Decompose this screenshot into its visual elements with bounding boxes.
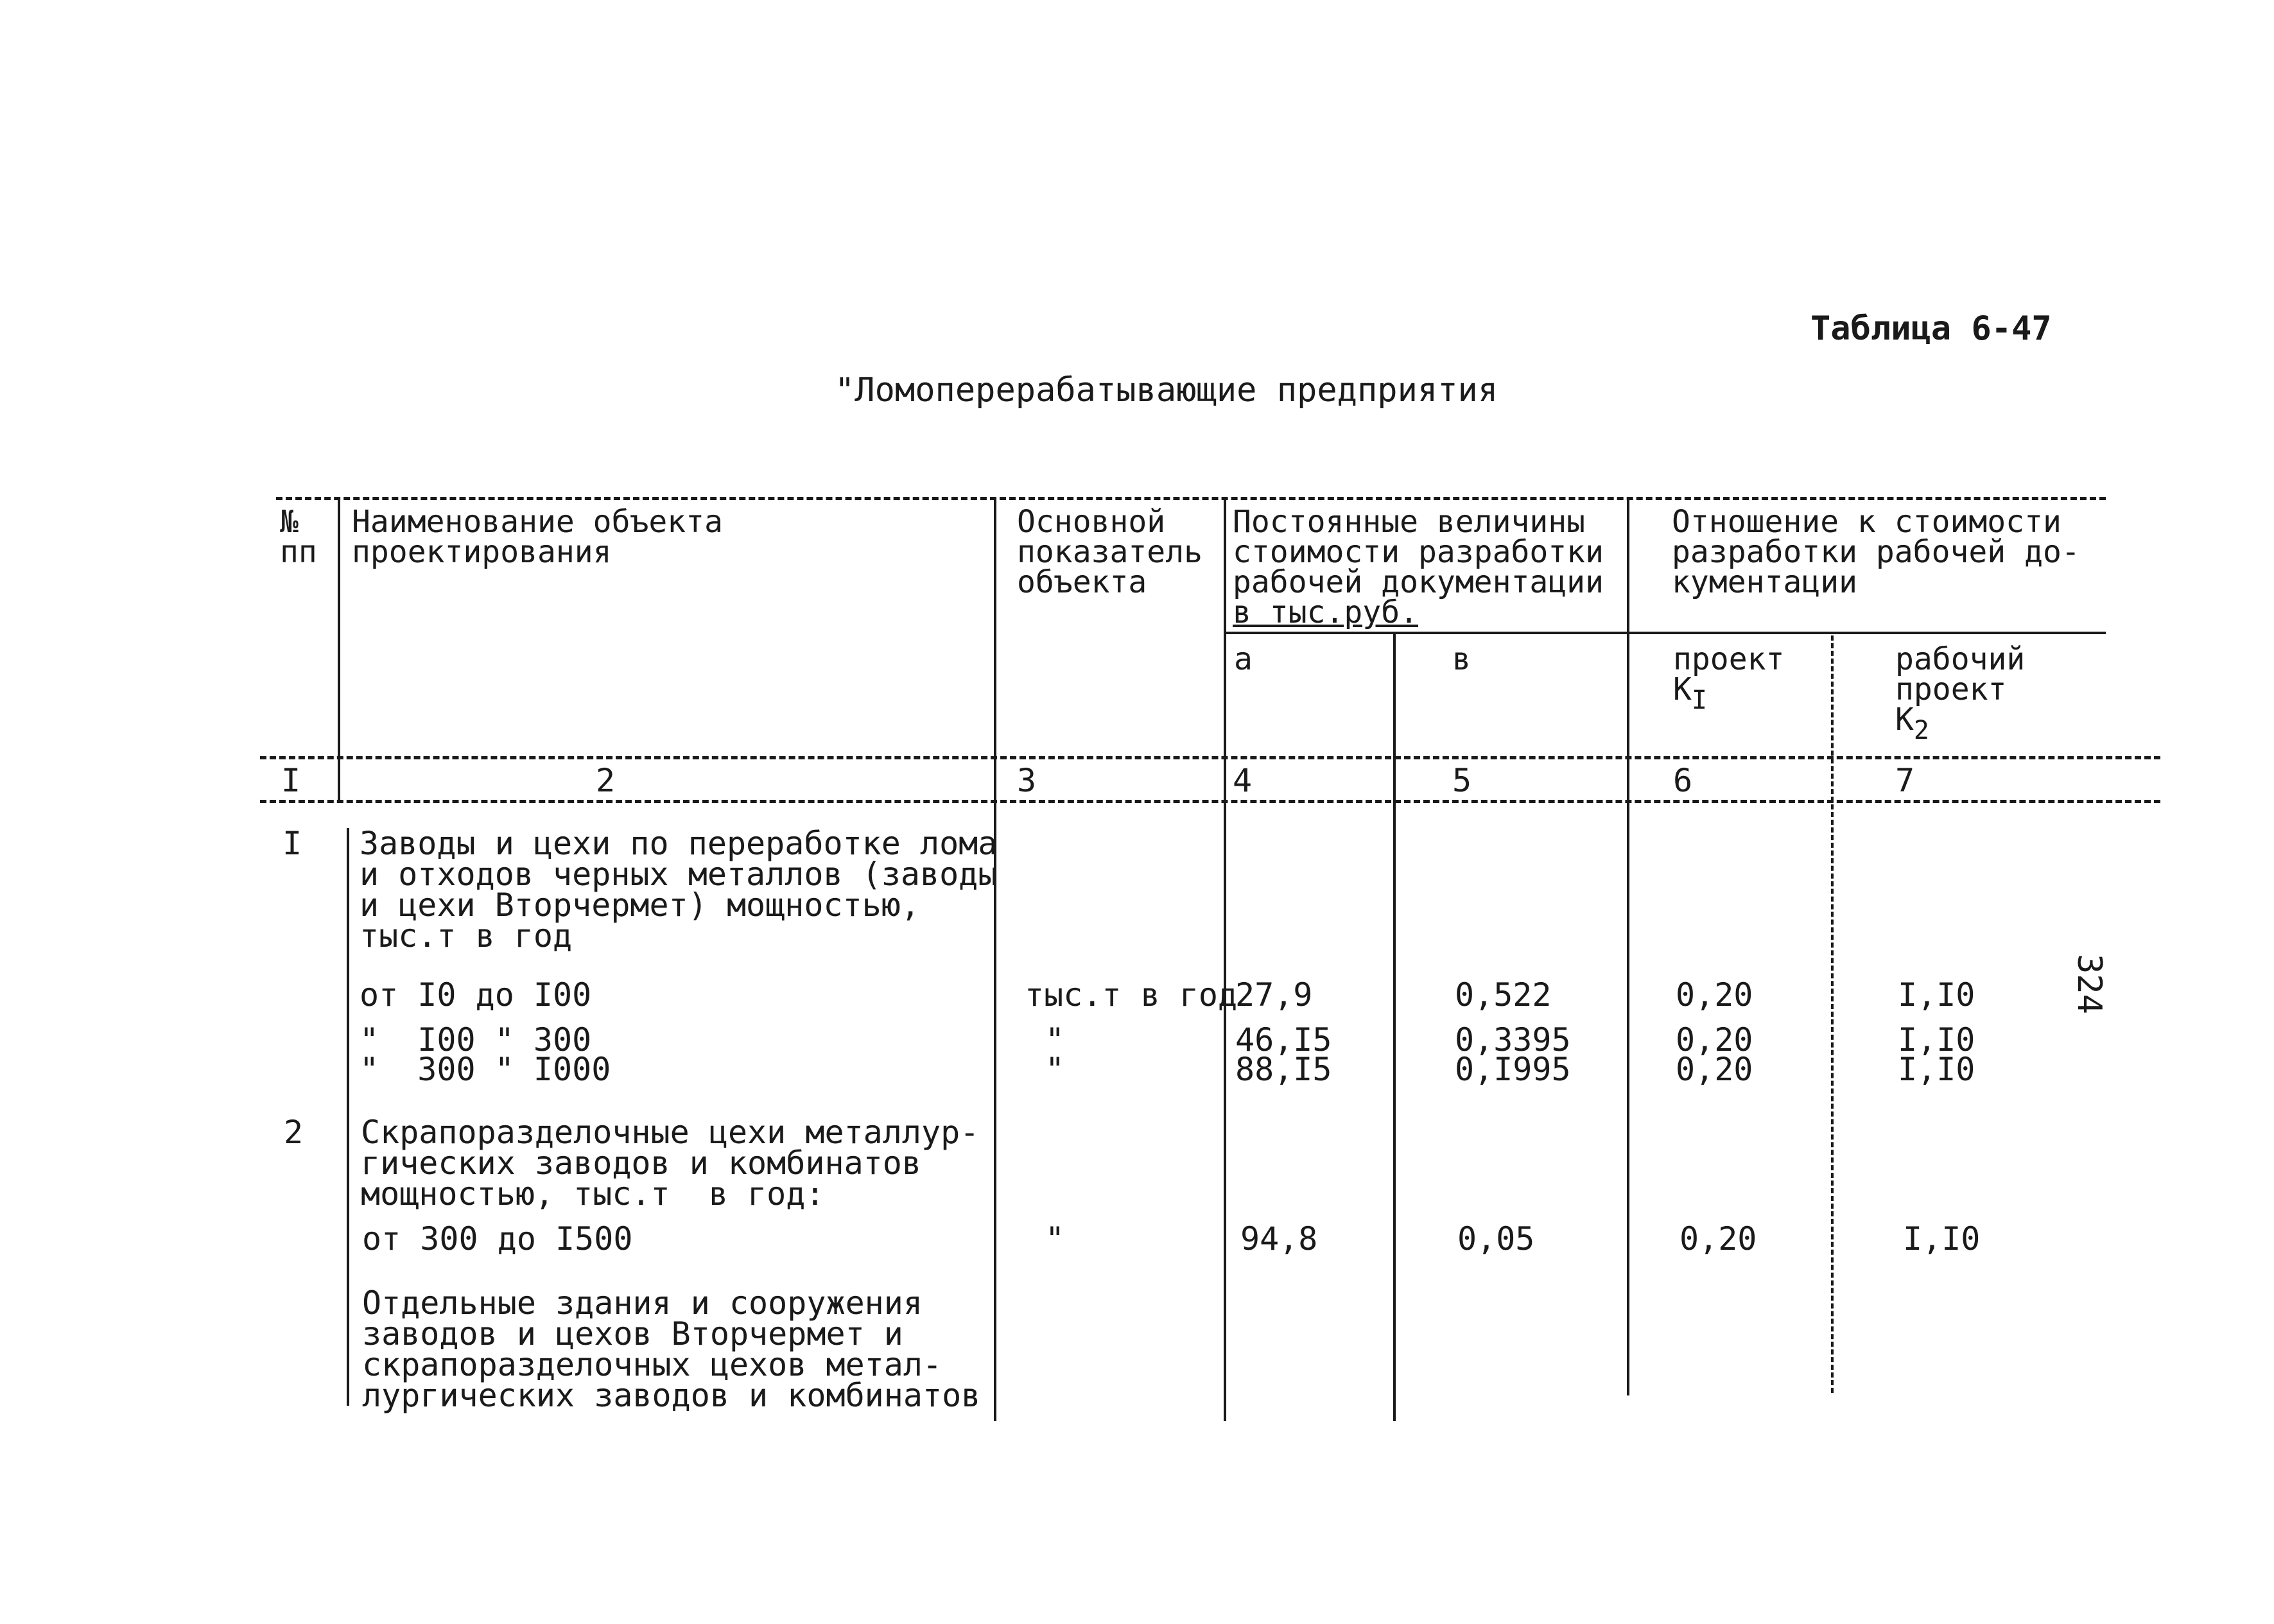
- row-1-3-a: 88,I5: [1235, 1051, 1332, 1088]
- row-2-number: 2: [284, 1114, 304, 1151]
- row-1-2-b: 0,3395: [1455, 1021, 1571, 1058]
- header-col-6: проект $К_I$: [1673, 641, 1785, 715]
- row-2-name: Скрапоразделочные цехи металлур- гических заводов и комбинатов мощностью, тыс.т в год:: [361, 1114, 980, 1213]
- page-title: "Ломоперерабатывающие предприятия: [835, 371, 1498, 410]
- row-1-1-a: 27,9: [1235, 976, 1313, 1014]
- row-1-2-k2: I,I0: [1898, 1021, 1975, 1058]
- row-3-name: Отдельные здания и сооружения заводов и цехов Вторчермет и скрапоразделочных цехов метал- лургических заводов и комбинатов: [362, 1284, 981, 1414]
- row-2-1-unit: ": [1045, 1220, 1065, 1257]
- col-divider-6: [1831, 635, 1834, 1393]
- row-1-3-b: 0,I995: [1455, 1051, 1571, 1088]
- col-divider-1b: [347, 828, 349, 1406]
- column-number-2: 2: [596, 762, 616, 799]
- header-col-2: Наименование объекта проектирования: [352, 504, 723, 570]
- col-divider-2: [994, 497, 996, 1421]
- row-2-1-k2: I,I0: [1903, 1220, 1981, 1257]
- row-1-2-k1: 0,20: [1676, 1021, 1753, 1058]
- row-1-1-k2: I,I0: [1898, 976, 1975, 1014]
- row-1-3-k1: 0,20: [1676, 1051, 1753, 1088]
- row-1-2-name: " I00 " 300: [360, 1021, 592, 1058]
- row-2-1-name: от 300 до I500: [362, 1220, 633, 1257]
- subheader-rule: [1226, 632, 2106, 634]
- row-1-2-a: 46,I5: [1235, 1021, 1332, 1058]
- page-number: 324: [2070, 954, 2108, 1014]
- header-col-1: № пп: [280, 504, 317, 570]
- row-1-3-k2: I,I0: [1898, 1051, 1975, 1088]
- row-1-name: Заводы и цехи по переработке лома и отходов черных металлов (заводы и цехи Вторчермет) мощностью, тыс.т в год: [360, 825, 998, 955]
- row-1-1-unit: тыс.т в год: [1025, 976, 1238, 1014]
- col-divider-1: [338, 497, 340, 800]
- column-number-4: 4: [1233, 762, 1253, 799]
- colnum-bottom-rule: [260, 800, 2160, 803]
- header-col-4-5: Постоянные величины стоимости разработки рабочей документации в тыс.руб.: [1233, 504, 1604, 630]
- header-col-5: в: [1452, 641, 1471, 677]
- row-2-1-k1: 0,20: [1679, 1220, 1757, 1257]
- header-col-7: рабочий проект $К_2$: [1895, 641, 2026, 745]
- row-1-number: I: [282, 825, 302, 862]
- row-1-3-name: " 300 " I000: [360, 1051, 611, 1088]
- row-1-3-unit: ": [1045, 1051, 1065, 1088]
- header-col-3: Основной показатель объекта: [1017, 504, 1202, 600]
- table-number: Таблица 6-47: [1810, 309, 2052, 348]
- column-number-1: I: [281, 762, 301, 799]
- row-2-1-a: 94,8: [1240, 1220, 1318, 1257]
- column-number-7: 7: [1895, 762, 1915, 799]
- row-1-1-name: от I0 до I00: [360, 976, 592, 1014]
- table-top-rule: [276, 497, 2106, 500]
- col-divider-5: [1627, 497, 1629, 1395]
- col-divider-4: [1393, 632, 1396, 1421]
- row-2-1-b: 0,05: [1457, 1220, 1535, 1257]
- row-1-1-k1: 0,20: [1676, 976, 1753, 1014]
- col-divider-3: [1224, 497, 1226, 1421]
- header-bottom-rule: [260, 756, 2160, 759]
- header-col-6-7: Отношение к стоимости разработки рабочей до- кументации: [1672, 504, 2080, 600]
- row-1-2-unit: ": [1045, 1021, 1065, 1058]
- column-number-6: 6: [1673, 762, 1693, 799]
- column-number-3: 3: [1017, 762, 1037, 799]
- column-number-5: 5: [1452, 762, 1472, 799]
- row-1-1-b: 0,522: [1455, 976, 1552, 1014]
- header-col-4: а: [1234, 641, 1253, 677]
